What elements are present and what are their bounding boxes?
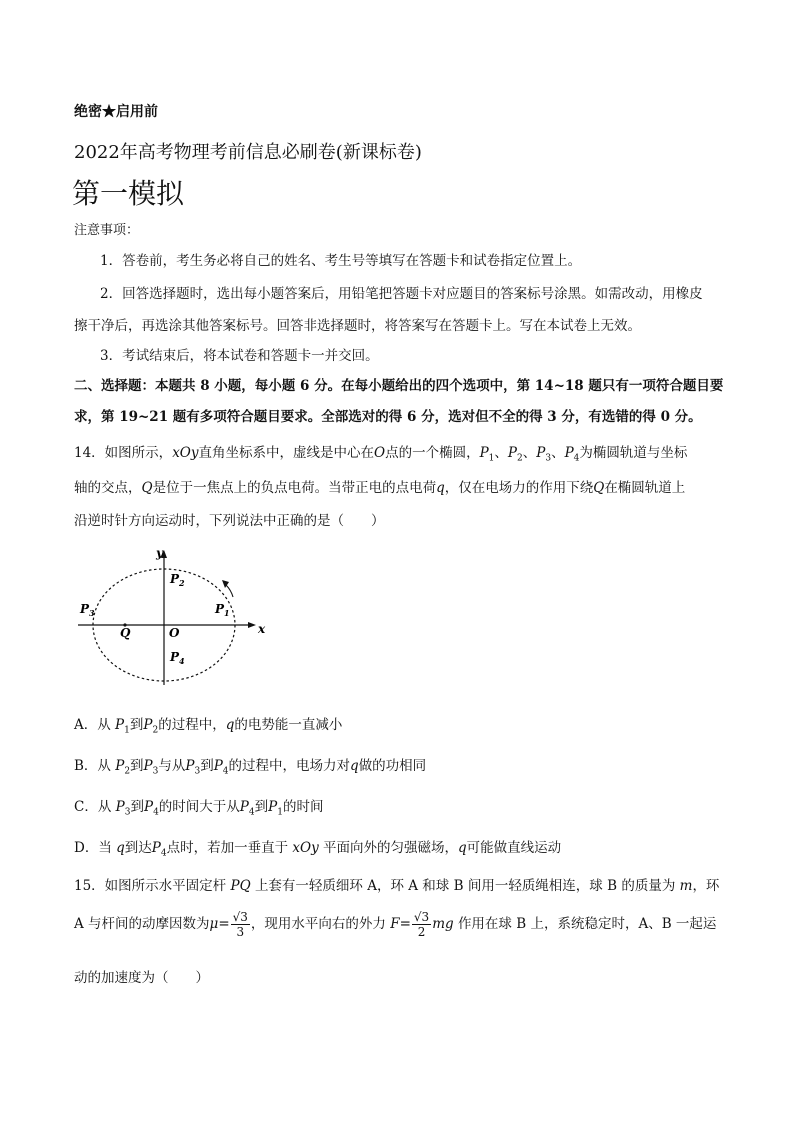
direction-arrow bbox=[226, 585, 233, 597]
fraction-mu: $\frac{√3}{3}$ bbox=[232, 910, 248, 939]
fraction-force: $\frac{√3}{2}$ bbox=[413, 910, 430, 939]
x-label: x bbox=[258, 622, 266, 636]
P3-label: $P_3$ bbox=[80, 602, 95, 618]
exam-subtitle: 第一模拟 bbox=[72, 177, 185, 210]
q15-line1: 15．如图所示水平固定杆 PQ 上套有一轻质细环 A，环 A 和球 B 间用一轻质绳相连，球 B 的质量为 m，环 bbox=[74, 878, 720, 894]
section-header-line1: 二、选择题：本题共 8 小题，每小题 6 分。在每小题给出的四个选项中，第 14~18 题只有一项符合题目要 bbox=[74, 378, 724, 394]
q14-line1: 14．如图所示，xOy直角坐标系中，虚线是中心在O点的一个椭圆，$P_1$、$P_2$、$P_3$、$P_4$为椭圆轨道与坐标 bbox=[74, 445, 688, 464]
note-item-1: 1．答卷前，考生务必将自己的姓名、考生号等填写在答题卡和试卷指定位置上。 bbox=[100, 253, 582, 269]
note-item-2: 2．回答选择题时，选出每小题答案后，用铅笔把答题卡对应题目的答案标号涂黑。如需改动，用橡皮 bbox=[100, 286, 703, 302]
q14-option-c: C．从 $P_3$到$P_4$的时间大于从$P_4$到$P_1$的时间 bbox=[74, 799, 324, 818]
P4-label: $P_4$ bbox=[170, 650, 185, 666]
y-label: y bbox=[156, 546, 163, 560]
q14-line3: 沿逆时针方向运动时，下列说法中正确的是（ ） bbox=[74, 513, 385, 529]
x-axis-arrow-icon bbox=[248, 622, 256, 628]
q15-line3: 动的加速度为（ ） bbox=[74, 970, 209, 986]
q15-line2: A 与杆间的动摩因数为μ= $\frac{√3}{3}$ ，现用水平向右的外力 F= $\frac{√3}{2}$ mg 作用在球 B 上，系统稳定时，A、B 一起运 bbox=[74, 910, 717, 939]
q14-line2: 轴的交点，Q是位于一焦点上的负点电荷。当带正电的点电荷q，仅在电场力的作用下绕Q在椭圆轨道上 bbox=[74, 480, 686, 496]
confidential-mark: 绝密★启用前 bbox=[74, 104, 158, 120]
origin-label: O bbox=[169, 626, 180, 640]
note-item-3: 3．考试结束后，将本试卷和答题卡一并交回。 bbox=[100, 348, 379, 364]
ellipse-orbit-figure bbox=[76, 545, 266, 690]
exam-title: 2022年高考物理考前信息必刷卷(新课标卷) bbox=[74, 142, 422, 163]
Q-label: Q bbox=[120, 626, 131, 640]
P1-label: $P_1$ bbox=[215, 602, 230, 618]
section-header-line2: 求，第 19~21 题有多项符合题目要求。全部选对的得 6 分，选对但不全的得 3 分，有选错的得 0 分。 bbox=[74, 409, 702, 425]
q14-option-d: D．当 q到达$P_4$点时，若加一垂直于 xOy 平面向外的匀强磁场，q可能做直线运动 bbox=[74, 840, 562, 859]
P2-label: $P_2$ bbox=[170, 572, 185, 588]
note-item-2-cont: 擦干净后，再选涂其他答案标号。回答非选择题时，将答案写在答题卡上。写在本试卷上无效。 bbox=[74, 318, 641, 334]
q14-option-b: B．从 $P_2$到$P_3$与从$P_3$到$P_4$的过程中，电场力对q做的功相同 bbox=[74, 758, 427, 777]
q14-option-a: A．从 $P_1$到$P_2$的过程中，q的电势能一直减小 bbox=[74, 717, 343, 736]
notes-heading: 注意事项： bbox=[74, 223, 140, 238]
